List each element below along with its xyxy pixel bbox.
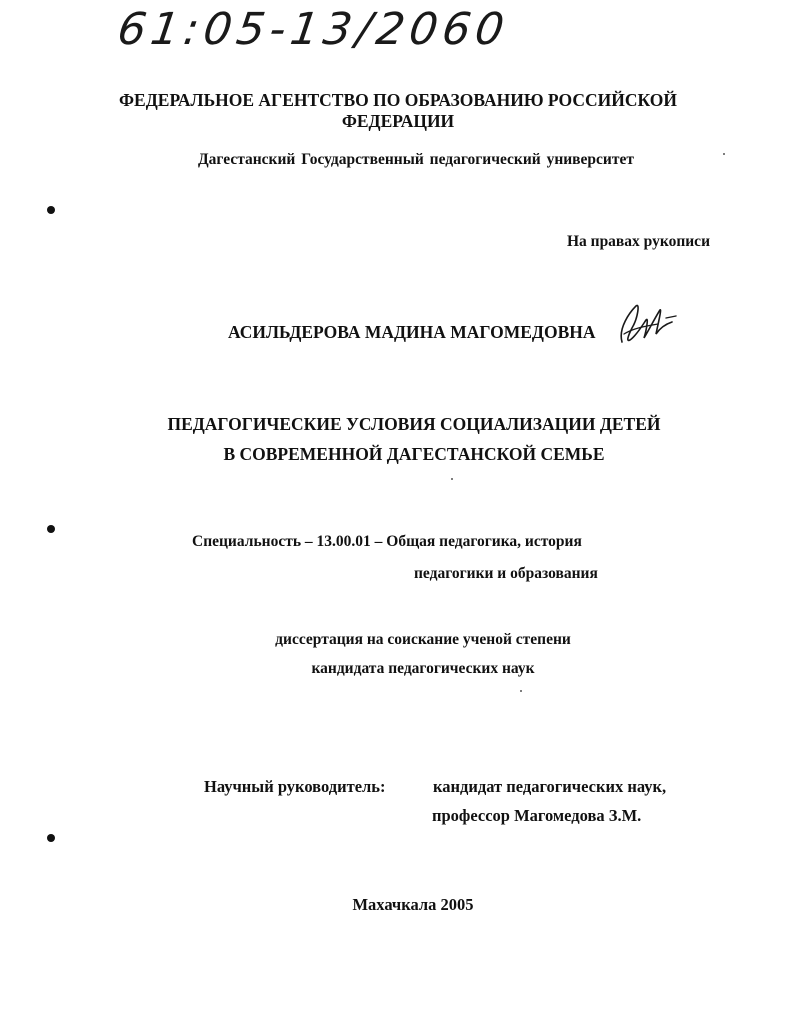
signature-icon — [616, 298, 680, 350]
university-name: Дагестанский Государственный педагогический университет — [198, 151, 634, 168]
degree-line-2: кандидата педагогических наук — [311, 660, 535, 677]
supervisor-label: Научный руководитель: — [204, 777, 386, 796]
scan-speck — [723, 153, 725, 155]
handwritten-catalog-number: 61:05-13/2060 — [114, 4, 513, 55]
title-line-1: ПЕДАГОГИЧЕСКИЕ УСЛОВИЯ СОЦИАЛИЗАЦИИ ДЕТЕЙ — [167, 414, 661, 434]
specialty-line-2: педагогики и образования — [414, 565, 598, 582]
agency-line-1: ФЕДЕРАЛЬНОЕ АГЕНТСТВО ПО ОБРАЗОВАНИЮ РОССИЙСКОЙ — [119, 90, 677, 110]
supervisor-line-2: профессор Магомедова З.М. — [432, 806, 642, 825]
supervisor-line-1: кандидат педагогических наук, — [433, 777, 667, 796]
agency-line-2: ФЕДЕРАЦИИ — [341, 111, 455, 131]
city-year: Махачкала 2005 — [352, 895, 474, 914]
degree-statement — [0, 625, 796, 683]
dissertation-title — [0, 409, 796, 469]
degree-line-1: диссертация на соискание ученой степени — [275, 631, 571, 648]
punch-hole-mark — [47, 206, 55, 214]
scan-speck — [451, 478, 453, 480]
author-name: АСИЛЬДЕРОВА МАДИНА МАГОМЕДОВНА — [228, 322, 596, 342]
rights-note: На правах рукописи — [566, 233, 710, 250]
punch-hole-mark — [47, 525, 55, 533]
specialty-line-1: Специальность – 13.00.01 – Общая педагогика, история — [192, 533, 582, 550]
agency-header — [0, 90, 796, 132]
scan-speck — [520, 690, 522, 692]
title-line-2: В СОВРЕМЕННОЙ ДАГЕСТАНСКОЙ СЕМЬЕ — [223, 444, 605, 464]
punch-hole-mark — [47, 834, 55, 842]
